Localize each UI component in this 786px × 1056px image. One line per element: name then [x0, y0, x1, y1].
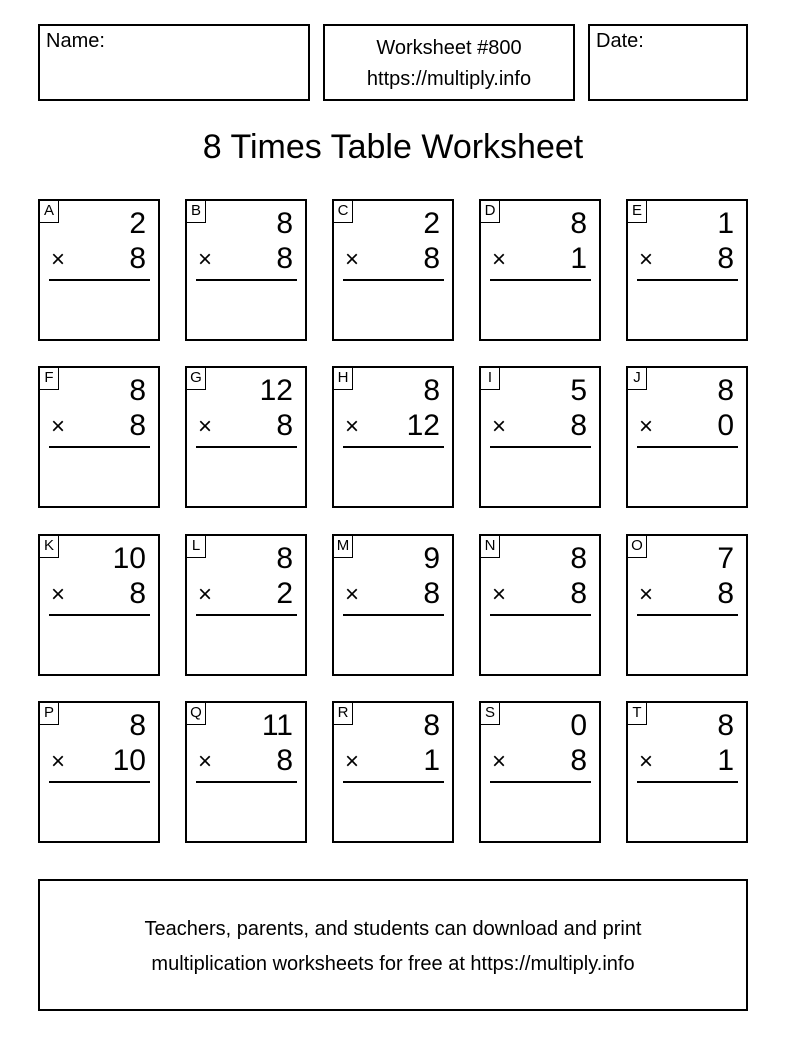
answer-line — [49, 279, 150, 281]
times-sign: × — [345, 246, 360, 273]
problem-label: K — [40, 536, 59, 558]
name-label: Name: — [46, 30, 105, 52]
multiplier: 8 — [570, 409, 587, 442]
times-sign: × — [198, 581, 213, 608]
problem-label: C — [334, 201, 353, 223]
times-sign: × — [492, 748, 507, 775]
footer-line-2: multiplication worksheets for free at https://multiply.info — [151, 953, 635, 975]
answer-line — [196, 781, 297, 783]
answer-line — [49, 446, 150, 448]
times-sign: × — [492, 581, 507, 608]
answer-line — [196, 446, 297, 448]
problem-card[interactable] — [38, 199, 160, 341]
problem-label: O — [628, 536, 647, 558]
problem-card[interactable] — [332, 701, 454, 843]
answer-line — [637, 279, 738, 281]
times-sign: × — [345, 748, 360, 775]
problem-label: M — [334, 536, 353, 558]
multiplicand: 8 — [276, 542, 293, 575]
multiplier: 8 — [423, 242, 440, 275]
problem-label: Q — [187, 703, 206, 725]
times-sign: × — [639, 413, 654, 440]
multiplicand: 8 — [570, 207, 587, 240]
multiplicand: 8 — [423, 709, 440, 742]
multiplier: 0 — [717, 409, 734, 442]
multiplier: 1 — [423, 744, 440, 777]
times-sign: × — [345, 413, 360, 440]
multiplier: 8 — [129, 409, 146, 442]
multiplicand: 8 — [717, 709, 734, 742]
multiplicand: 10 — [112, 542, 146, 575]
date-label: Date: — [596, 30, 644, 52]
website-url: https://multiply.info — [366, 68, 532, 90]
problem-card[interactable] — [626, 199, 748, 341]
problem-label: T — [628, 703, 647, 725]
problem-grid — [38, 199, 748, 843]
multiplicand: 5 — [570, 374, 587, 407]
problem-label: D — [481, 201, 500, 223]
times-sign: × — [198, 413, 213, 440]
date-field[interactable] — [588, 24, 748, 101]
multiplicand: 9 — [423, 542, 440, 575]
footer-line-1: Teachers, parents, and students can download and print — [144, 918, 642, 940]
multiplier: 8 — [717, 242, 734, 275]
problem-card[interactable] — [626, 534, 748, 676]
problem-card[interactable] — [479, 366, 601, 508]
problem-label: G — [187, 368, 206, 390]
multiplicand: 12 — [259, 374, 293, 407]
answer-line — [490, 614, 591, 616]
multiplier: 8 — [129, 242, 146, 275]
answer-line — [49, 614, 150, 616]
problem-card[interactable] — [479, 199, 601, 341]
times-sign: × — [51, 413, 66, 440]
multiplicand: 8 — [423, 374, 440, 407]
multiplier: 1 — [570, 242, 587, 275]
answer-line — [49, 781, 150, 783]
times-sign: × — [51, 581, 66, 608]
multiplier: 12 — [406, 409, 440, 442]
multiplicand: 8 — [276, 207, 293, 240]
times-sign: × — [492, 413, 507, 440]
multiplicand: 0 — [570, 709, 587, 742]
multiplier: 8 — [423, 577, 440, 610]
answer-line — [196, 279, 297, 281]
problem-card[interactable] — [332, 534, 454, 676]
problem-label: R — [334, 703, 353, 725]
problem-label: A — [40, 201, 59, 223]
multiplier: 8 — [717, 577, 734, 610]
problem-card[interactable] — [185, 534, 307, 676]
multiplier: 2 — [276, 577, 293, 610]
problem-card[interactable] — [332, 199, 454, 341]
problem-card[interactable] — [626, 366, 748, 508]
times-sign: × — [51, 748, 66, 775]
multiplier: 8 — [276, 744, 293, 777]
problem-card[interactable] — [38, 534, 160, 676]
answer-line — [343, 614, 444, 616]
answer-line — [196, 614, 297, 616]
answer-line — [637, 446, 738, 448]
times-sign: × — [198, 748, 213, 775]
problem-label: S — [481, 703, 500, 725]
answer-line — [490, 781, 591, 783]
times-sign: × — [639, 246, 654, 273]
problem-label: E — [628, 201, 647, 223]
times-sign: × — [492, 246, 507, 273]
problem-label: F — [40, 368, 59, 390]
multiplier: 8 — [570, 744, 587, 777]
problem-card[interactable] — [185, 199, 307, 341]
page-title: 8 Times Table Worksheet — [202, 128, 584, 166]
multiplicand: 8 — [129, 374, 146, 407]
problem-card[interactable] — [38, 366, 160, 508]
times-sign: × — [345, 581, 360, 608]
multiplicand: 2 — [129, 207, 146, 240]
multiplicand: 8 — [570, 542, 587, 575]
problem-card[interactable] — [38, 701, 160, 843]
footer-box — [38, 879, 748, 1011]
answer-line — [343, 781, 444, 783]
problem-label: N — [481, 536, 500, 558]
answer-line — [490, 446, 591, 448]
answer-line — [343, 446, 444, 448]
multiplier: 8 — [570, 577, 587, 610]
problem-label: B — [187, 201, 206, 223]
multiplicand: 11 — [261, 709, 293, 742]
times-sign: × — [51, 246, 66, 273]
problem-card[interactable] — [185, 701, 307, 843]
multiplier: 10 — [112, 744, 146, 777]
multiplicand: 2 — [423, 207, 440, 240]
multiplier: 8 — [276, 242, 293, 275]
multiplicand: 8 — [717, 374, 734, 407]
times-sign: × — [639, 581, 654, 608]
multiplicand: 7 — [717, 542, 734, 575]
problem-card[interactable] — [479, 701, 601, 843]
problem-label: J — [628, 368, 647, 390]
times-sign: × — [639, 748, 654, 775]
problem-card[interactable] — [626, 701, 748, 843]
answer-line — [343, 279, 444, 281]
problem-card[interactable] — [185, 366, 307, 508]
name-field[interactable] — [38, 24, 310, 101]
multiplier: 8 — [129, 577, 146, 610]
times-sign: × — [198, 246, 213, 273]
problem-card[interactable] — [332, 366, 454, 508]
problem-label: L — [187, 536, 206, 558]
multiplier: 1 — [717, 744, 734, 777]
worksheet-number: Worksheet #800 — [376, 37, 522, 59]
problem-label: I — [481, 368, 500, 390]
answer-line — [637, 781, 738, 783]
multiplicand: 1 — [717, 207, 734, 240]
problem-card[interactable] — [479, 534, 601, 676]
answer-line — [490, 279, 591, 281]
multiplicand: 8 — [129, 709, 146, 742]
multiplier: 8 — [276, 409, 293, 442]
problem-label: P — [40, 703, 59, 725]
worksheet-info-box — [323, 24, 575, 101]
answer-line — [637, 614, 738, 616]
problem-label: H — [334, 368, 353, 390]
